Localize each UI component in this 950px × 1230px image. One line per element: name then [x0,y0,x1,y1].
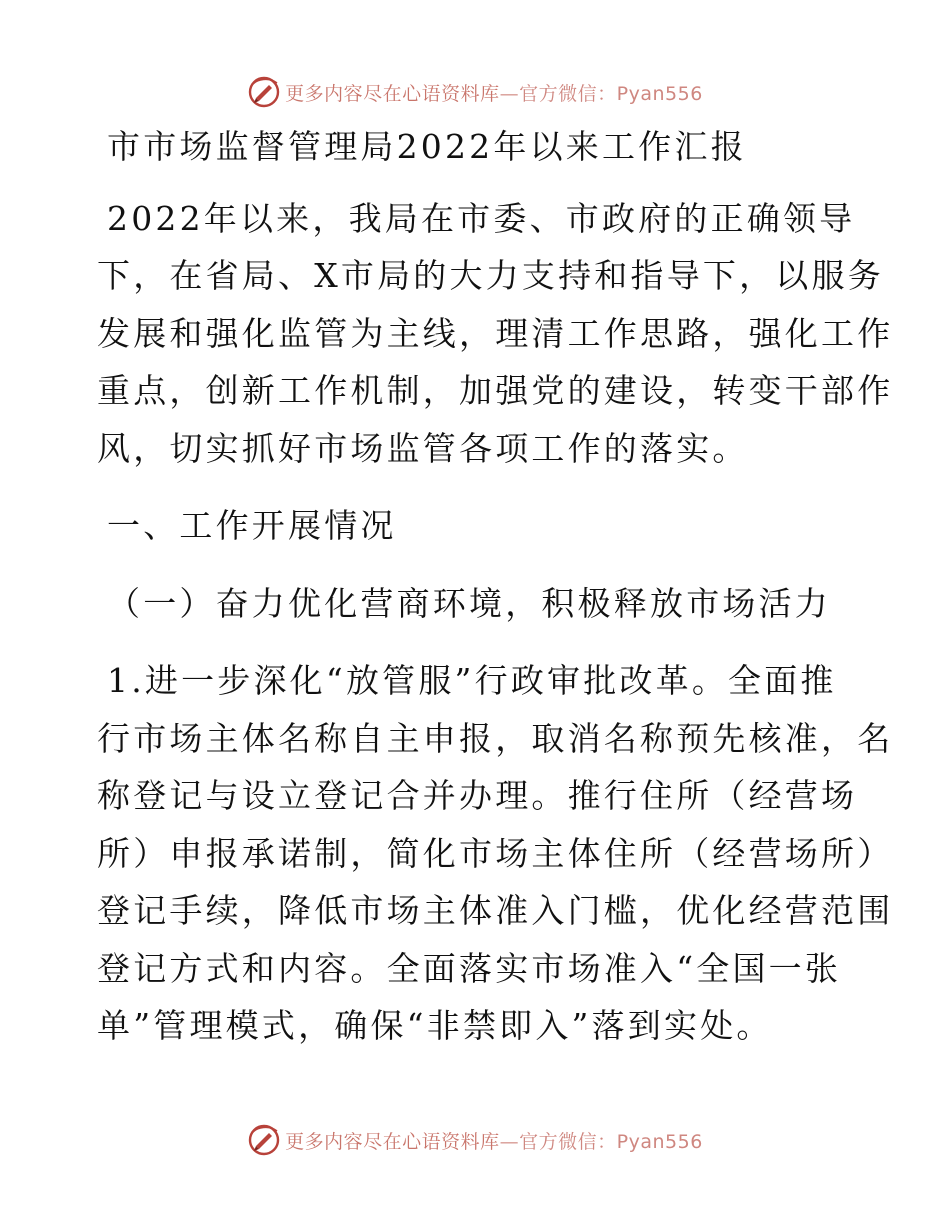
paragraph-line: 登记方式和内容。全面落实市场准入“全国一张 [97,948,842,988]
header-watermark [0,72,950,112]
footer-watermark [0,1120,950,1160]
paragraph-line: 称登记与设立登记合并办理。推行住所（经营场 [97,776,858,815]
paragraph-line: 行市场主体名称自主申报，取消名称预先核准，名 [97,718,894,758]
paragraph-line: 发展和强化监管为主线，理清工作思路，强化工作 [97,313,894,353]
paragraph-line: 登记手续，降低市场主体准入门槛，优化经营范围 [97,891,894,930]
item-paragraph [97,652,894,1055]
section-heading: 一、工作开展情况 [107,506,397,545]
paragraph-line: 1.进一步深化“放管服”行政审批改革。全面推 [107,661,837,700]
subsection-heading: （一）奋力优化营商环境，积极释放市场活力 [107,583,831,623]
document-title: 市市场监督管理局2022年以来工作汇报 [107,127,747,166]
paragraph-line: 所）申报承诺制，简化市场主体住所（经营场所） [97,833,894,873]
paragraph-line: 2022年以来，我局在市委、市政府的正确领导 [107,198,856,238]
paragraph-line: 单”管理模式，确保“非禁即入”落到实处。 [97,1006,773,1045]
watermark-text: 更多内容尽在心语资料库—官方微信：Pyan556 [285,82,703,105]
paragraph-line: 重点，创新工作机制，加强党的建设，转变干部作 [97,371,894,410]
document-body [97,118,894,1055]
intro-paragraph [97,190,894,478]
pen-logo-icon [247,75,281,109]
paragraph-line: 下，在省局、X市局的大力支持和指导下，以服务 [97,256,884,295]
pen-logo-icon [247,1123,281,1157]
paragraph-line: 风，切实抓好市场监管各项工作的落实。 [97,428,749,468]
watermark-text: 更多内容尽在心语资料库—官方微信：Pyan556 [285,1130,703,1153]
